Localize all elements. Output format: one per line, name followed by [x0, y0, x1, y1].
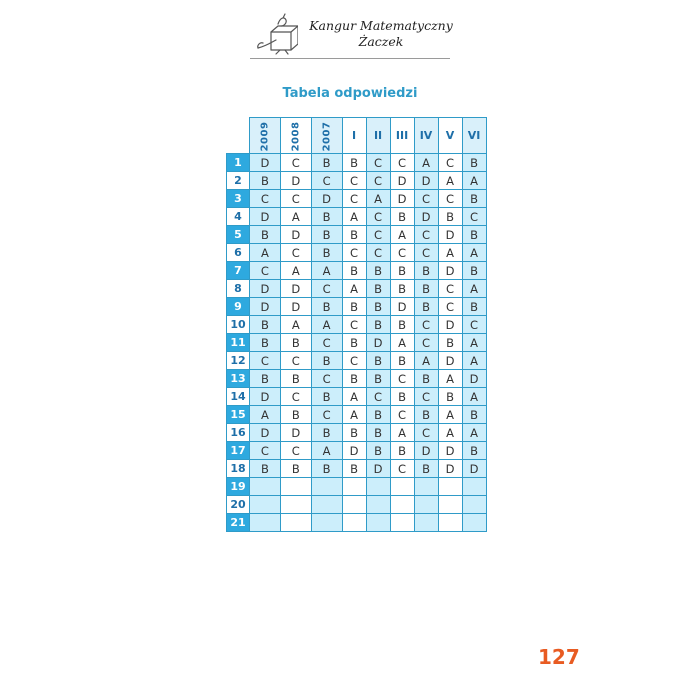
answer-cell: B [366, 262, 390, 280]
answer-cell: A [438, 172, 462, 190]
answer-cell: B [342, 154, 366, 172]
page-number: 127 [538, 645, 580, 669]
answer-cell: D [280, 172, 311, 190]
answer-cell: A [438, 244, 462, 262]
answer-cell: C [438, 190, 462, 208]
answer-cell [342, 496, 366, 514]
answer-cell: C [414, 244, 438, 262]
table-row [227, 478, 487, 496]
answer-cell: B [390, 388, 414, 406]
answer-cell: A [462, 352, 486, 370]
row-number: 16 [227, 424, 250, 442]
answer-cell [280, 478, 311, 496]
answer-cell: B [414, 298, 438, 316]
column-header-label: 2008 [290, 121, 302, 152]
answer-cell: A [462, 334, 486, 352]
table-row [227, 514, 487, 532]
answer-cell [250, 514, 281, 532]
answer-cell [311, 496, 342, 514]
answer-cell: D [438, 316, 462, 334]
answer-cell: A [414, 154, 438, 172]
row-number: 19 [227, 478, 250, 496]
answer-cell: D [462, 370, 486, 388]
answer-cell: C [311, 280, 342, 298]
answer-cell: B [414, 460, 438, 478]
answer-cell: D [250, 388, 281, 406]
answer-cell: C [414, 424, 438, 442]
answer-cell: D [390, 190, 414, 208]
answer-cell: D [414, 172, 438, 190]
table-row [227, 496, 487, 514]
answer-cell: A [462, 388, 486, 406]
answer-cell [414, 514, 438, 532]
column-header [414, 118, 438, 154]
table-header-row [227, 118, 487, 154]
answer-cell: D [438, 226, 462, 244]
answer-cell: B [390, 316, 414, 334]
answer-cell: A [250, 406, 281, 424]
answer-cell [390, 478, 414, 496]
answer-cell: B [462, 154, 486, 172]
table-row [227, 352, 487, 370]
answer-cell: C [250, 190, 281, 208]
answer-cell: B [311, 424, 342, 442]
row-number: 8 [227, 280, 250, 298]
table-row [227, 334, 487, 352]
answer-cell: B [462, 298, 486, 316]
answer-cell: A [342, 208, 366, 226]
column-header [342, 118, 366, 154]
answer-cell: A [280, 262, 311, 280]
table-row [227, 388, 487, 406]
answer-cell: B [462, 442, 486, 460]
answer-cell: B [250, 316, 281, 334]
answer-cell: B [250, 334, 281, 352]
answer-cell [438, 478, 462, 496]
answer-cell: C [311, 334, 342, 352]
answer-cell: D [250, 280, 281, 298]
table-corner [227, 118, 250, 154]
answer-cell: B [311, 388, 342, 406]
answer-cell [250, 496, 281, 514]
column-header-label: V [445, 129, 455, 142]
answer-cell: C [311, 406, 342, 424]
row-number: 2 [227, 172, 250, 190]
row-number: 18 [227, 460, 250, 478]
answer-cell: C [414, 388, 438, 406]
column-header-label: II [373, 129, 383, 142]
column-header-label: IV [419, 129, 433, 142]
answer-cell: D [280, 424, 311, 442]
answer-cell: C [414, 190, 438, 208]
answer-cell: B [390, 208, 414, 226]
answer-cell: D [438, 442, 462, 460]
answer-cell: B [250, 370, 281, 388]
column-header [280, 118, 311, 154]
column-header [438, 118, 462, 154]
answer-cell: B [250, 226, 281, 244]
kangaroo-logo-icon [254, 12, 298, 56]
column-header [366, 118, 390, 154]
table-row [227, 244, 487, 262]
answer-cell: C [366, 154, 390, 172]
answer-cell: D [414, 442, 438, 460]
answer-cell: B [462, 226, 486, 244]
answer-cell: B [311, 244, 342, 262]
answer-cell: B [438, 208, 462, 226]
answer-cell [462, 496, 486, 514]
answer-cell: C [280, 154, 311, 172]
answer-cell [414, 496, 438, 514]
answer-cell [280, 496, 311, 514]
table-row [227, 424, 487, 442]
answer-cell: C [311, 172, 342, 190]
answer-cell: D [438, 262, 462, 280]
table-row [227, 154, 487, 172]
answer-cell: C [342, 244, 366, 262]
answer-cell: C [280, 388, 311, 406]
answer-cell: D [280, 280, 311, 298]
row-number: 14 [227, 388, 250, 406]
answer-cell: D [250, 298, 281, 316]
table-row [227, 370, 487, 388]
answer-cell: B [390, 442, 414, 460]
answer-table [226, 117, 487, 532]
answer-cell: C [366, 244, 390, 262]
answer-cell: C [414, 334, 438, 352]
answer-cell: C [342, 352, 366, 370]
answer-cell: C [342, 172, 366, 190]
answer-cell: C [280, 244, 311, 262]
answer-cell: D [366, 334, 390, 352]
answer-cell: D [280, 298, 311, 316]
answer-cell: B [342, 334, 366, 352]
table-row [227, 460, 487, 478]
answer-cell [390, 514, 414, 532]
answer-cell: C [366, 208, 390, 226]
answer-cell: D [311, 190, 342, 208]
row-number: 10 [227, 316, 250, 334]
answer-cell: C [438, 298, 462, 316]
answer-cell: C [462, 208, 486, 226]
answer-cell: C [366, 388, 390, 406]
row-number: 17 [227, 442, 250, 460]
answer-cell: A [462, 280, 486, 298]
row-number: 21 [227, 514, 250, 532]
answer-cell: B [342, 370, 366, 388]
answer-cell [414, 478, 438, 496]
answer-cell [366, 496, 390, 514]
answer-cell: B [462, 190, 486, 208]
answer-cell: A [311, 262, 342, 280]
answer-cell: B [366, 352, 390, 370]
answer-cell: D [366, 460, 390, 478]
answer-cell: A [390, 424, 414, 442]
answer-cell [342, 514, 366, 532]
row-number: 5 [227, 226, 250, 244]
answer-cell: D [280, 226, 311, 244]
column-header-label: III [395, 129, 409, 142]
answer-cell: B [390, 280, 414, 298]
answer-cell [250, 478, 281, 496]
table-row [227, 406, 487, 424]
answer-cell: C [250, 352, 281, 370]
answer-cell: C [250, 262, 281, 280]
answer-cell: A [462, 172, 486, 190]
page-header [250, 12, 453, 58]
row-number: 11 [227, 334, 250, 352]
answer-cell [280, 514, 311, 532]
answer-cell: A [438, 424, 462, 442]
answer-cell [311, 478, 342, 496]
answer-cell: B [414, 406, 438, 424]
answer-cell [462, 514, 486, 532]
answer-cell: B [438, 388, 462, 406]
answer-cell: B [366, 280, 390, 298]
answer-cell: A [366, 190, 390, 208]
header-title-line2: Żaczek [358, 34, 404, 49]
answer-cell [438, 514, 462, 532]
answer-cell: A [250, 244, 281, 262]
answer-cell: C [390, 154, 414, 172]
answer-cell: C [280, 190, 311, 208]
answer-cell [366, 478, 390, 496]
answer-cell: B [342, 424, 366, 442]
answer-cell: B [280, 406, 311, 424]
row-number: 13 [227, 370, 250, 388]
table-row [227, 298, 487, 316]
answer-cell: D [390, 298, 414, 316]
table-title: Tabela odpowiedzi [282, 86, 418, 101]
answer-cell [311, 514, 342, 532]
answer-cell [366, 514, 390, 532]
header-title-line1: Kangur Matematyczny [309, 18, 453, 33]
answer-cell [390, 496, 414, 514]
answer-cell [342, 478, 366, 496]
answer-cell: B [250, 172, 281, 190]
answer-cell: C [414, 316, 438, 334]
answer-cell: C [342, 316, 366, 334]
answer-cell: A [390, 334, 414, 352]
answer-cell: D [390, 172, 414, 190]
answer-cell: B [311, 226, 342, 244]
answer-cell: B [462, 262, 486, 280]
answer-cell: D [342, 442, 366, 460]
answer-cell: D [250, 154, 281, 172]
answer-cell: B [366, 298, 390, 316]
answer-cell: B [311, 460, 342, 478]
answer-cell: A [390, 226, 414, 244]
answer-cell: A [280, 316, 311, 334]
answer-cell: C [390, 406, 414, 424]
table-row [227, 280, 487, 298]
answer-cell: A [462, 424, 486, 442]
answer-cell: B [366, 442, 390, 460]
column-header-label: VI [467, 129, 481, 142]
answer-cell: B [366, 316, 390, 334]
table-row [227, 208, 487, 226]
answer-cell: C [280, 352, 311, 370]
answer-cell: B [462, 406, 486, 424]
answer-cell: A [414, 352, 438, 370]
column-header-label: 2007 [321, 121, 333, 152]
answer-cell: C [280, 442, 311, 460]
answer-cell [462, 478, 486, 496]
table-row [227, 316, 487, 334]
table-row [227, 262, 487, 280]
table-row [227, 226, 487, 244]
answer-cell: B [311, 298, 342, 316]
answer-cell: D [438, 460, 462, 478]
column-header-label: 2009 [259, 121, 271, 152]
answer-cell: C [438, 154, 462, 172]
answer-cell: B [414, 280, 438, 298]
answer-cell: A [311, 316, 342, 334]
answer-cell: B [280, 460, 311, 478]
table-row [227, 190, 487, 208]
row-number: 6 [227, 244, 250, 262]
answer-cell: C [462, 316, 486, 334]
header-divider [250, 58, 450, 59]
table-row [227, 172, 487, 190]
answer-cell: B [311, 352, 342, 370]
column-header [311, 118, 342, 154]
answer-cell: B [366, 424, 390, 442]
header-title [306, 18, 456, 50]
table-body [227, 154, 487, 532]
row-number: 3 [227, 190, 250, 208]
answer-cell: B [280, 370, 311, 388]
answer-cell: C [414, 226, 438, 244]
answer-cell: C [342, 190, 366, 208]
answer-cell: B [311, 154, 342, 172]
answer-cell: B [390, 352, 414, 370]
answer-cell: D [250, 208, 281, 226]
answer-cell: B [342, 262, 366, 280]
answer-cell: C [390, 370, 414, 388]
answer-cell: B [366, 406, 390, 424]
row-number: 1 [227, 154, 250, 172]
answer-cell: B [250, 460, 281, 478]
answer-cell: A [438, 370, 462, 388]
row-number: 12 [227, 352, 250, 370]
answer-cell: A [311, 442, 342, 460]
row-number: 9 [227, 298, 250, 316]
answer-cell: C [390, 244, 414, 262]
answer-cell: B [280, 334, 311, 352]
answer-cell: B [366, 370, 390, 388]
answer-cell: D [438, 352, 462, 370]
answer-cell: B [342, 226, 366, 244]
answer-cell: A [438, 406, 462, 424]
answer-cell: C [390, 460, 414, 478]
answer-cell: A [280, 208, 311, 226]
answer-cell: B [311, 208, 342, 226]
answer-cell [438, 496, 462, 514]
answer-cell: B [390, 262, 414, 280]
answer-cell: B [438, 334, 462, 352]
answer-cell: B [414, 262, 438, 280]
answer-cell: C [366, 226, 390, 244]
answer-cell: B [342, 298, 366, 316]
row-number: 4 [227, 208, 250, 226]
answer-cell: A [462, 244, 486, 262]
row-number: 7 [227, 262, 250, 280]
column-header [462, 118, 486, 154]
answer-cell: D [414, 208, 438, 226]
column-header-label: I [351, 129, 357, 142]
answer-cell: C [311, 370, 342, 388]
table-row [227, 442, 487, 460]
answer-cell: A [342, 388, 366, 406]
answer-cell: A [342, 406, 366, 424]
answer-cell: B [414, 370, 438, 388]
answer-cell: D [462, 460, 486, 478]
answer-cell: C [250, 442, 281, 460]
answer-cell: A [342, 280, 366, 298]
row-number: 20 [227, 496, 250, 514]
answer-cell: D [250, 424, 281, 442]
column-header [390, 118, 414, 154]
answer-cell: C [366, 172, 390, 190]
column-header [250, 118, 281, 154]
answer-cell: B [342, 460, 366, 478]
answer-cell: C [438, 280, 462, 298]
row-number: 15 [227, 406, 250, 424]
answer-table-container [226, 117, 487, 532]
